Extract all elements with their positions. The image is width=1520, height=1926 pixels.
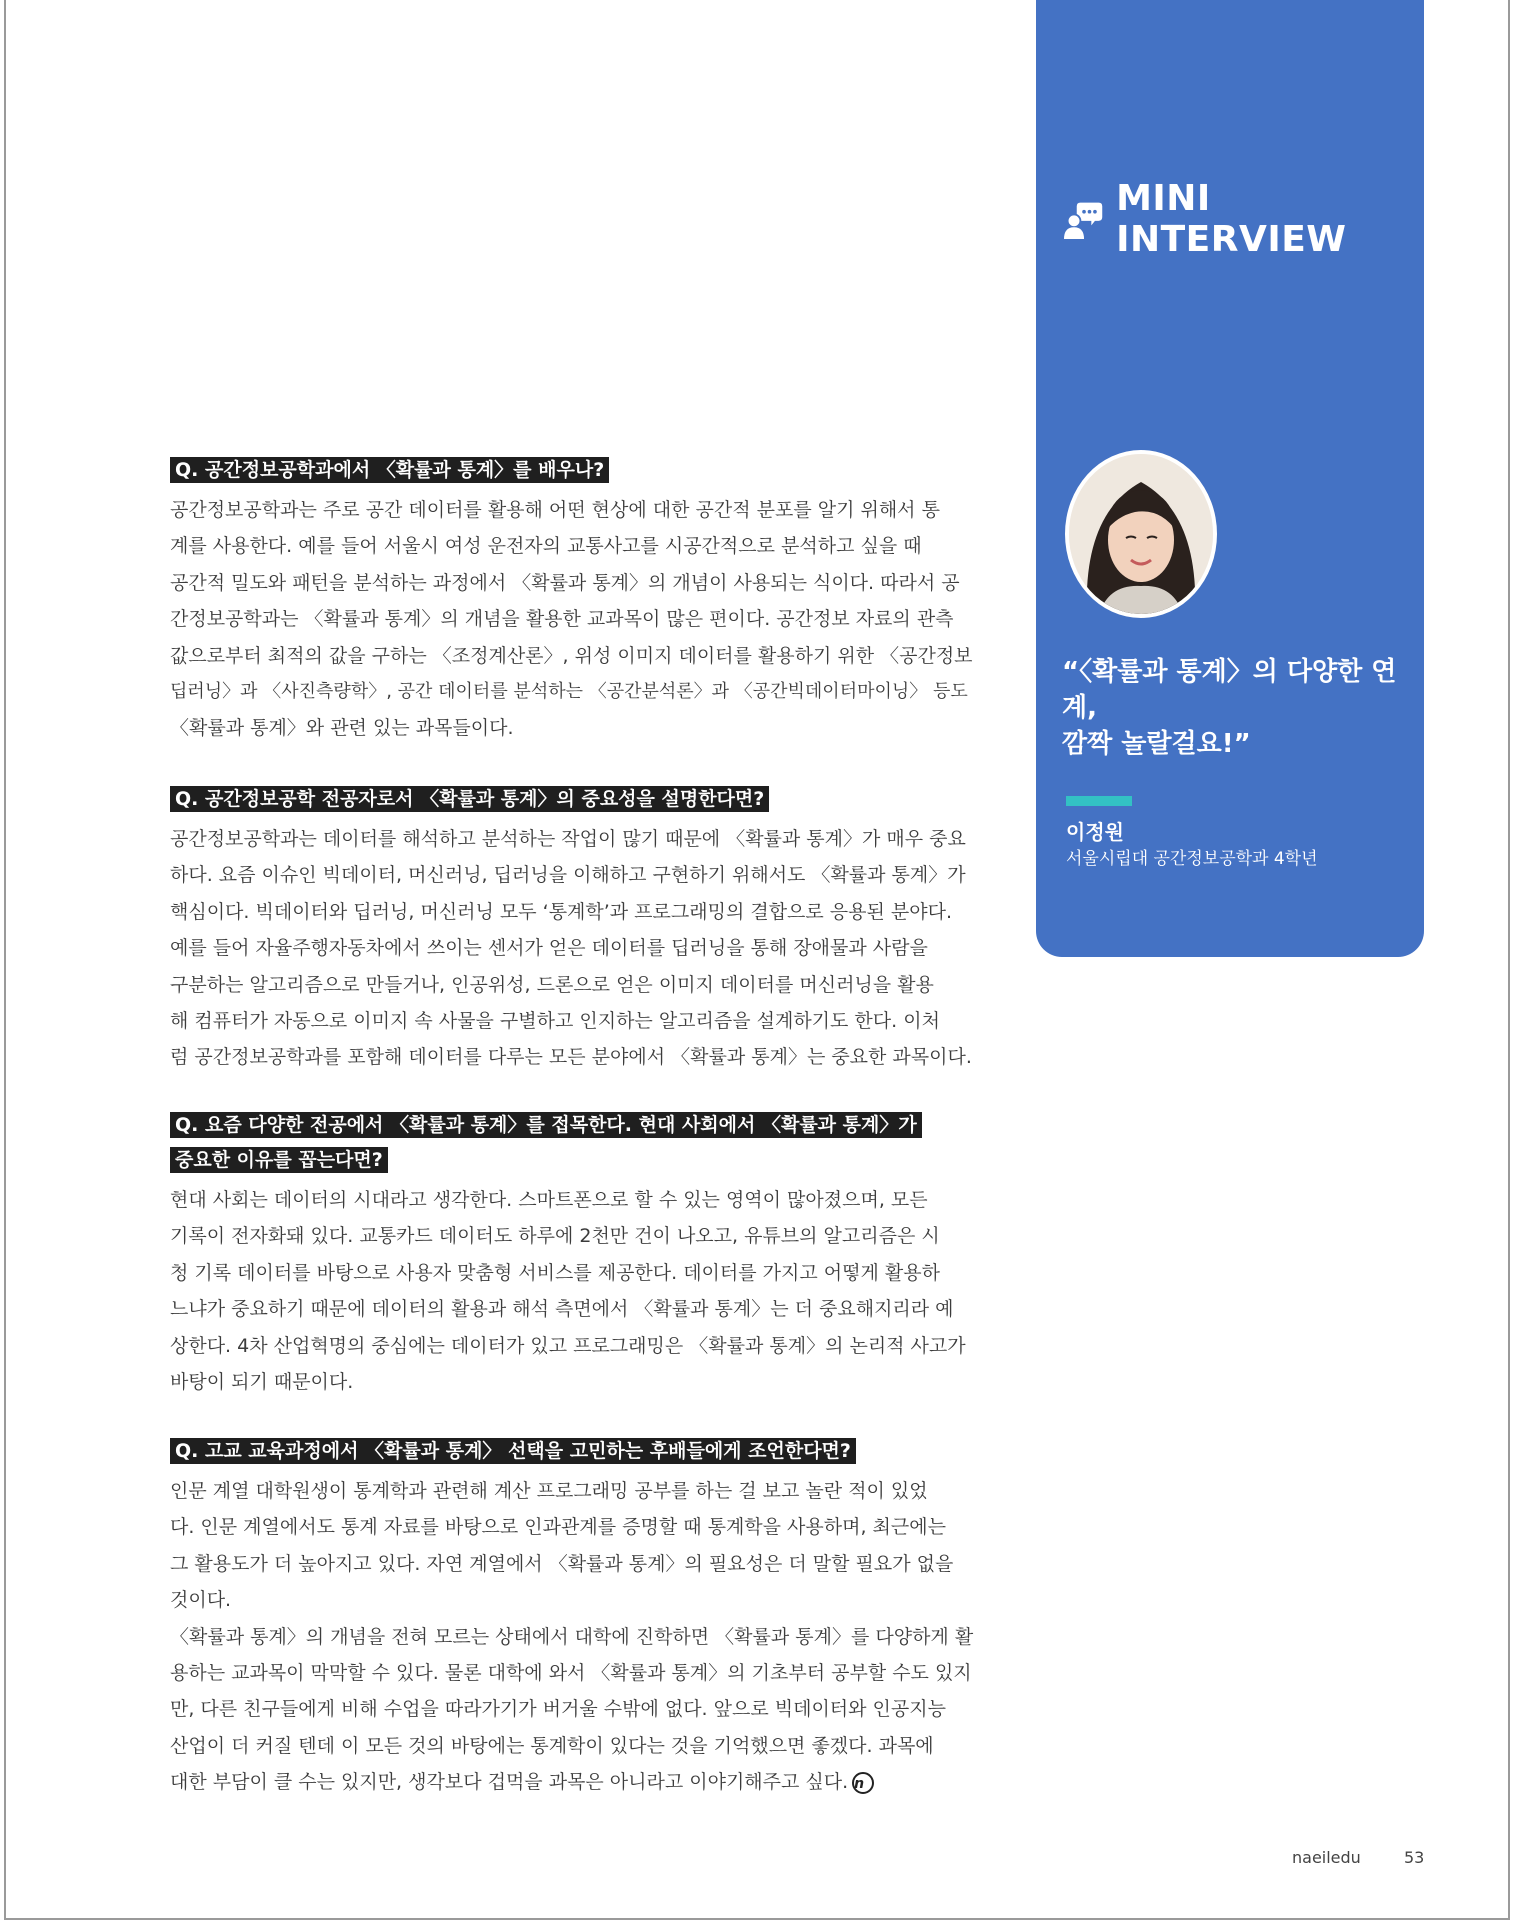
answer-line: 해 컴퓨터가 자동으로 이미지 속 사물을 구별하고 인지하는 알고리즘을 설계하기도 한다. 이처 xyxy=(170,1010,940,1033)
answer-line: 딥러닝〉과 〈사진측량학〉, 공간 데이터를 분석하는 〈공간분석론〉과 〈공간빅데이터마이닝〉 등도 xyxy=(170,681,968,703)
answer-line: 공간정보공학과는 주로 공간 데이터를 활용해 어떤 현상에 대한 공간적 분포를 알기 위해서 통 xyxy=(170,499,940,521)
answer-line: 것이다. xyxy=(170,1589,232,1612)
answer-line: 산업이 더 커질 텐데 이 모든 것의 바탕에는 통계학이 있다는 것을 기억했으면 좋겠다. 과목에 xyxy=(170,1734,934,1757)
answer-line: 공간정보공학과는 데이터를 해석하고 분석하는 작업이 많기 때문에 〈확률과 통계〉가 매우 중요 xyxy=(170,828,966,850)
answer-line: 구분하는 알고리즘으로 만들거나, 인공위성, 드론으로 얻은 이미지 데이터를 머신러닝을 활용 xyxy=(170,973,934,996)
quote-line: 깜짝 놀랄걸요!” xyxy=(1062,729,1251,759)
answer-line: 간정보공학과는 〈확률과 통계〉의 개념을 활용한 교과목이 많은 편이다. 공간정보 자료의 관측 xyxy=(170,608,954,631)
answer-paragraph xyxy=(170,1619,976,1801)
answer-line: 인문 계열 대학원생이 통계학과 관련해 계산 프로그래밍 공부를 하는 걸 보고 놀란 적이 있었 xyxy=(170,1480,928,1502)
quote-line: “〈확률과 통계〉의 다양한 연계, xyxy=(1062,657,1397,723)
answer-line: 용하는 교과목이 막막할 수 있다. 물론 대학에 와서 〈확률과 통계〉의 기초부터 공부할 수도 있지 xyxy=(170,1662,972,1685)
interviewee-affiliation: 서울시립대 공간정보공학과 4학년 xyxy=(1066,849,1318,869)
answer-paragraph xyxy=(170,492,976,747)
answer xyxy=(170,821,976,1076)
interview-icon xyxy=(1064,197,1104,241)
answer xyxy=(170,492,976,747)
answer-paragraph xyxy=(170,1182,976,1400)
answer-line: 청 기록 데이터를 바탕으로 사용자 맞춤형 서비스를 제공한다. 데이터를 가지고 어떻게 활용하 xyxy=(170,1261,940,1284)
answer-line: 예를 들어 자율주행자동차에서 쓰이는 센서가 얻은 데이터를 딥러닝을 통해 장애물과 사람을 xyxy=(170,937,928,960)
answer-line: 만, 다른 친구들에게 비해 수업을 따라가기가 버거울 수밖에 없다. 앞으로 빅데이터와 인공지능 xyxy=(170,1698,946,1721)
footer-brand: naeiledu xyxy=(1292,1848,1361,1867)
answer-line: 현대 사회는 데이터의 시대라고 생각한다. 스마트폰으로 할 수 있는 영역이 많아졌으며, 모든 xyxy=(170,1189,928,1211)
answer-line: 공간적 밀도와 패턴을 분석하는 과정에서 〈확률과 통계〉의 개념이 사용되는 식이다. 따라서 공 xyxy=(170,571,960,594)
qa-block xyxy=(170,1112,976,1400)
answer-line: 바탕이 되기 때문이다. xyxy=(170,1371,354,1394)
interview-quote xyxy=(1062,654,1402,762)
answer-line: 상한다. 4차 산업혁명의 중심에는 데이터가 있고 프로그래밍은 〈확률과 통계〉의 논리적 사고가 xyxy=(170,1334,966,1357)
answer-line-text: 대한 부담이 클 수는 있지만, 생각보다 겁먹을 과목은 아니라고 이야기해주고 싶다. xyxy=(170,1771,849,1794)
answer-line xyxy=(170,1764,976,1800)
mini-interview-panel xyxy=(1036,0,1424,957)
answer-paragraph xyxy=(170,1473,976,1619)
question: Q. 요즘 다양한 전공에서 〈확률과 통계〉를 접목한다. 현대 사회에서 〈확률과 통계〉가 xyxy=(170,1112,922,1138)
end-mark-icon: n xyxy=(852,1772,874,1794)
answer-line: 그 활용도가 더 높아지고 있다. 자연 계열에서 〈확률과 통계〉의 필요성은 더 말할 필요가 없을 xyxy=(170,1552,954,1575)
portrait-illustration xyxy=(1069,454,1213,614)
page-number: 53 xyxy=(1404,1848,1425,1867)
interviewee-name: 이정원 xyxy=(1066,820,1124,844)
qa-block xyxy=(170,457,976,747)
answer-line: 〈확률과 통계〉의 개념을 전혀 모르는 상태에서 대학에 진학하면 〈확률과 통계〉를 다양하게 활 xyxy=(170,1625,974,1648)
answer-line: 핵심이다. 빅데이터와 딥러닝, 머신러닝 모두 ‘통계학’과 프로그래밍의 결합으로 응용된 분야다. xyxy=(170,900,953,923)
answer-line: 하다. 요즘 이슈인 빅데이터, 머신러닝, 딥러닝을 이해하고 구현하기 위해서도 〈확률과 통계〉가 xyxy=(170,864,966,887)
answer xyxy=(170,1182,976,1400)
answer-line: 값으로부터 최적의 값을 구하는 〈조정계산론〉, 위성 이미지 데이터를 활용하기 위한 〈공간정보 xyxy=(170,644,973,667)
answer-line: 느냐가 중요하기 때문에 데이터의 활용과 해석 측면에서 〈확률과 통계〉는 더 중요해지리라 예 xyxy=(170,1298,954,1321)
answer xyxy=(170,1473,976,1801)
mini-interview-title: MINI INTERVIEW xyxy=(1116,178,1347,260)
qa-block xyxy=(170,786,976,1076)
answer-line: 기록이 전자화돼 있다. 교통카드 데이터도 하루에 2천만 건이 나오고, 유튜브의 알고리즘은 시 xyxy=(170,1225,940,1248)
question: Q. 공간정보공학과에서 〈확률과 통계〉를 배우나? xyxy=(170,457,609,483)
answer-line: 럼 공간정보공학과를 포함해 데이터를 다루는 모든 분야에서 〈확률과 통계〉는 중요한 과목이다. xyxy=(170,1046,972,1069)
answer-line: 계를 사용한다. 예를 들어 서울시 여성 운전자의 교통사고를 시공간적으로 분석하고 싶을 때 xyxy=(170,535,922,558)
question: Q. 고교 교육과정에서 〈확률과 통계〉 선택을 고민하는 후배들에게 조언한다면? xyxy=(170,1438,856,1464)
accent-bar xyxy=(1066,796,1132,806)
interviewee-photo xyxy=(1065,450,1217,618)
question: Q. 공간정보공학 전공자로서 〈확률과 통계〉의 중요성을 설명한다면? xyxy=(170,786,769,812)
answer-line: 〈확률과 통계〉와 관련 있는 과목들이다. xyxy=(170,717,514,740)
mini-interview-heading xyxy=(1064,178,1424,260)
question: 중요한 이유를 꼽는다면? xyxy=(170,1147,388,1173)
answer-paragraph xyxy=(170,821,976,1076)
answer-line: 다. 인문 계열에서도 통계 자료를 바탕으로 인과관계를 증명할 때 통계학을 사용하며, 최근에는 xyxy=(170,1516,946,1539)
qa-block xyxy=(170,1438,976,1801)
